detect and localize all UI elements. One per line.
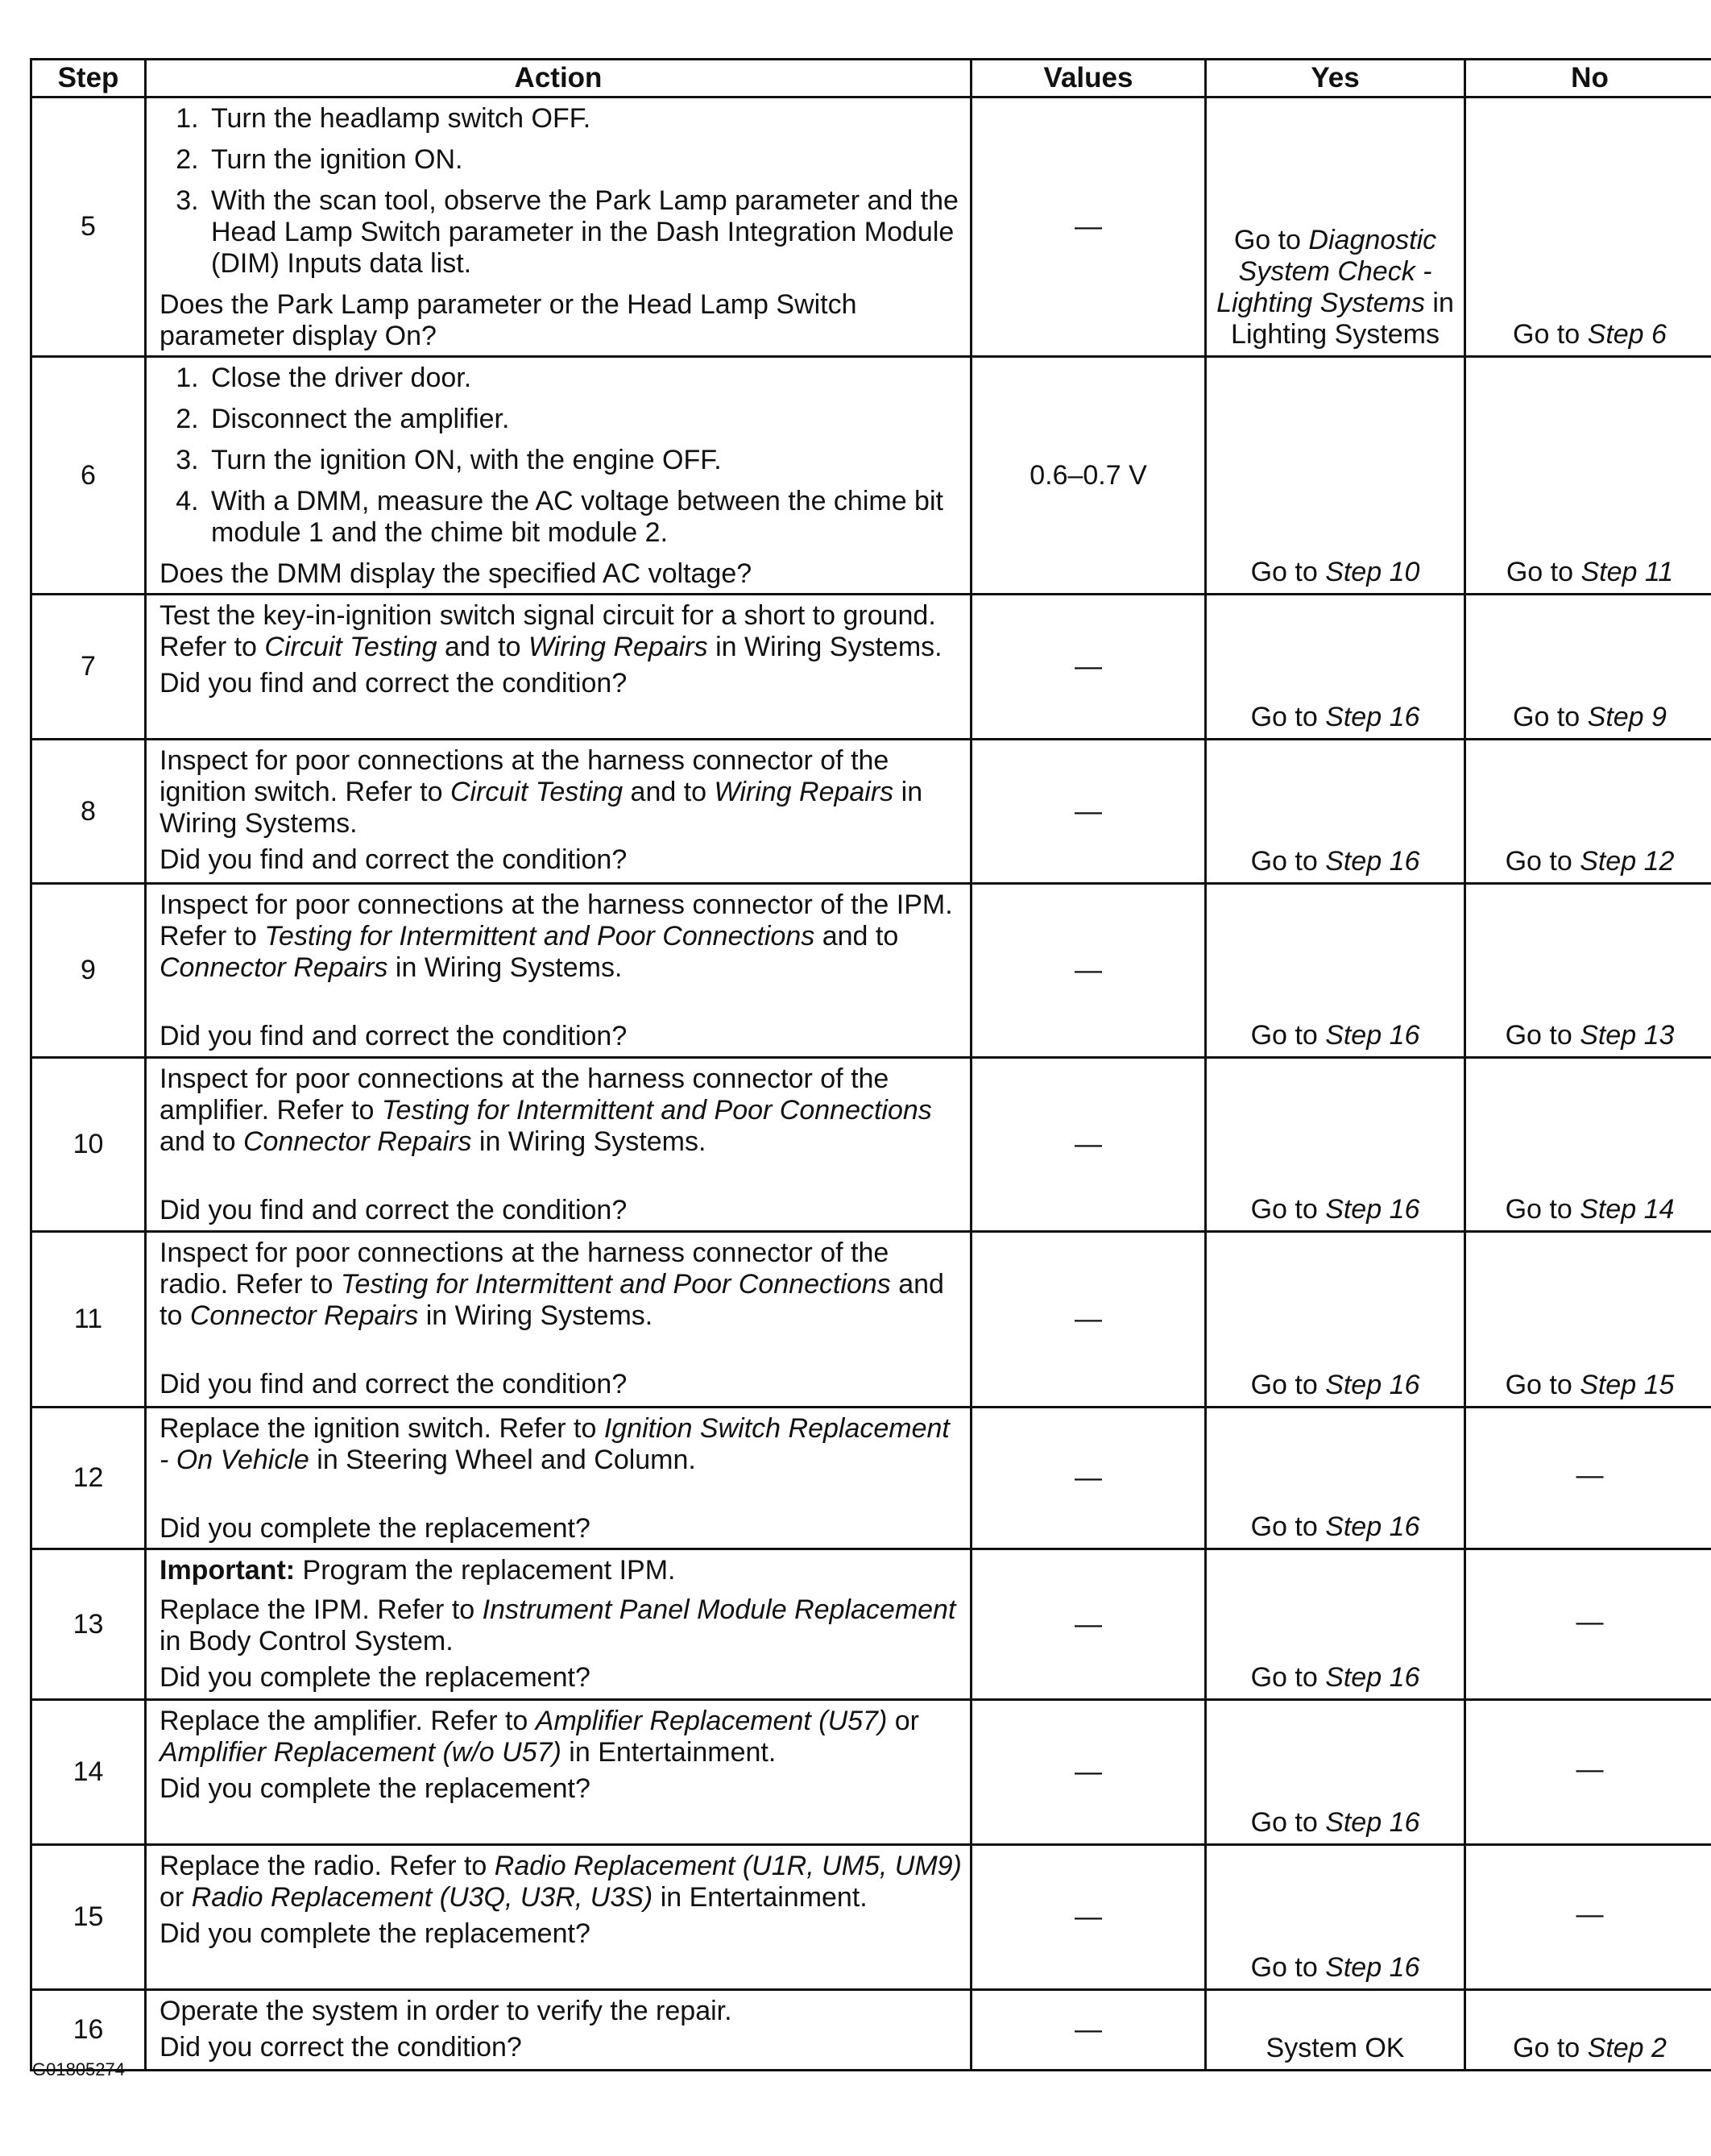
table-row <box>31 884 1711 1058</box>
values-cell: 0.6–0.7 V <box>972 357 1206 595</box>
action-cell <box>146 1700 972 1845</box>
table-row <box>31 1700 1711 1845</box>
no-lead: Go to <box>1505 1370 1580 1400</box>
no-ref-link[interactable]: Step 6 <box>1587 319 1667 350</box>
no-ref-link[interactable]: Step 2 <box>1587 2033 1667 2063</box>
table-row <box>31 357 1711 595</box>
yes-cell <box>1206 1845 1465 1990</box>
yes-cell <box>1206 1408 1465 1549</box>
table-row <box>31 740 1711 884</box>
step-number: 7 <box>31 595 146 740</box>
no-cell <box>1465 884 1711 1058</box>
no-cell: — <box>1465 1700 1711 1845</box>
yes-cell <box>1206 1058 1465 1232</box>
no-cell <box>1465 1990 1711 2071</box>
ref-link[interactable]: Wiring Repairs <box>528 632 708 662</box>
important-note: Important: Program the replacement IPM. <box>160 1555 676 1586</box>
action-text: Operate the system in order to verify the repair. <box>160 1996 732 2026</box>
yes-ref-link[interactable]: Step 16 <box>1325 1662 1420 1693</box>
no-lead: Go to <box>1513 702 1588 732</box>
no-ref-link[interactable]: Step 11 <box>1580 557 1674 587</box>
yes-lead: Go to <box>1250 1807 1326 1838</box>
table-header-row <box>31 60 1711 97</box>
yes-ref-link[interactable]: Step 16 <box>1325 1370 1420 1400</box>
action-question: Did you find and correct the condition? <box>160 1195 628 1225</box>
table-row <box>31 1549 1711 1700</box>
ref-link[interactable]: Radio Replacement (U1R, UM5, UM9) <box>494 1851 962 1881</box>
values-cell: — <box>972 1408 1206 1549</box>
no-cell <box>1465 595 1711 740</box>
no-cell <box>1465 740 1711 884</box>
values-cell: — <box>972 1845 1206 1990</box>
action-cell <box>146 97 972 357</box>
action-question: Does the Park Lamp parameter or the Head Lamp Switch parameter display On? <box>160 289 857 351</box>
ref-link[interactable]: Testing for Intermittent and Poor Connections <box>381 1095 932 1126</box>
step-number: 9 <box>31 884 146 1058</box>
table-row <box>31 1990 1711 2071</box>
values-cell: — <box>972 1700 1206 1845</box>
header-yes: Yes <box>1206 60 1465 97</box>
yes-lead: Go to <box>1250 1952 1326 1983</box>
table-row <box>31 1408 1711 1549</box>
no-cell: — <box>1465 1408 1711 1549</box>
action-question: Did you complete the replacement? <box>160 1662 590 1693</box>
diagnostic-table <box>30 58 1711 2071</box>
important-label: Important: <box>160 1555 296 1586</box>
step-number: 6 <box>31 357 146 595</box>
action-question: Did you find and correct the condition? <box>160 844 628 875</box>
yes-lead: Go to <box>1250 1511 1326 1542</box>
no-lead: Go to <box>1506 557 1581 587</box>
ref-link[interactable]: Radio Replacement (U3Q, U3R, U3S) <box>191 1882 653 1913</box>
yes-ref-link[interactable]: Diagnostic System Check - Lighting Systems <box>1216 225 1437 318</box>
step-number: 8 <box>31 740 146 884</box>
values-cell: — <box>972 97 1206 357</box>
table-row <box>31 595 1711 740</box>
step-number: 12 <box>31 1408 146 1549</box>
yes-cell <box>1206 1549 1465 1700</box>
action-question: Does the DMM display the specified AC voltage? <box>160 558 752 589</box>
action-question: Did you find and correct the condition? <box>160 1021 628 1051</box>
action-text: Inspect for poor connections at the harness connector of the radio. Refer to Testing for Intermittent and Poor Connections and to Connector Repairs in Wiring Systems. <box>160 1238 944 1331</box>
yes-cell <box>1206 740 1465 884</box>
ref-link[interactable]: Connector Repairs <box>160 952 388 983</box>
table-row <box>31 97 1711 357</box>
yes-lead: Go to <box>1233 225 1309 255</box>
ref-link[interactable]: Testing for Intermittent and Poor Connections <box>264 921 815 952</box>
yes-lead: Go to <box>1250 1370 1326 1400</box>
values-cell: — <box>972 1990 1206 2071</box>
action-question: Did you complete the replacement? <box>160 1773 590 1804</box>
action-question: Did you complete the replacement? <box>160 1918 590 1949</box>
ref-link[interactable]: Ignition Switch Replacement - On Vehicle <box>160 1413 950 1475</box>
yes-cell <box>1206 97 1465 357</box>
no-ref-link[interactable]: Step 13 <box>1580 1020 1675 1051</box>
step-number: 11 <box>31 1232 146 1408</box>
action-text: Test the key-in-ignition switch signal circuit for a short to ground. Refer to Circuit Testing and to Wiring Repairs in Wiring Systems. <box>160 600 942 662</box>
action-cell <box>146 1549 972 1700</box>
action-cell <box>146 1990 972 2071</box>
yes-lead: Go to <box>1250 846 1326 877</box>
table-row <box>31 1845 1711 1990</box>
table-row <box>31 1232 1711 1408</box>
action-text: Replace the IPM. Refer to Instrument Panel Module Replacement in Body Control System. <box>160 1594 956 1656</box>
yes-lead: Go to <box>1250 1194 1326 1225</box>
action-text: Inspect for poor connections at the harness connector of the IPM. Refer to Testing for Intermittent and Poor Connections and to Connector Repairs in Wiring Systems. <box>160 889 953 983</box>
action-steps <box>160 103 962 280</box>
action-step-item: 1. Turn the headlamp switch OFF. <box>206 103 962 135</box>
yes-ref-link[interactable]: Step 16 <box>1325 1807 1420 1838</box>
yes-cell <box>1206 1700 1465 1845</box>
step-number: 15 <box>31 1845 146 1990</box>
ref-link[interactable]: Circuit Testing <box>264 632 437 662</box>
action-cell <box>146 595 972 740</box>
yes-ref-link[interactable]: Step 16 <box>1325 1952 1420 1983</box>
step-number: 16 <box>31 1990 146 2071</box>
action-text: Inspect for poor connections at the harness connector of the ignition switch. Refer to Circuit Testing and to Wiring Repairs in Wiring Systems. <box>160 745 923 839</box>
no-cell <box>1465 1058 1711 1232</box>
yes-lead: Go to <box>1250 557 1326 587</box>
no-lead: Go to <box>1505 1194 1580 1225</box>
yes-ref-link[interactable]: Step 10 <box>1325 557 1420 587</box>
ref-link[interactable]: Wiring Repairs <box>714 777 894 807</box>
no-cell: — <box>1465 1845 1711 1990</box>
action-cell <box>146 357 972 595</box>
yes-cell <box>1206 884 1465 1058</box>
no-ref-link[interactable]: Step 15 <box>1580 1370 1675 1400</box>
action-step-item: 2. Disconnect the amplifier. <box>206 404 962 435</box>
action-step-item: 4. With a DMM, measure the AC voltage between the chime bit module 1 and the chime bit module 2. <box>206 486 962 549</box>
yes-cell: System OK <box>1206 1990 1465 2071</box>
yes-lead: Go to <box>1250 702 1326 732</box>
no-cell <box>1465 1232 1711 1408</box>
step-number: 14 <box>31 1700 146 1845</box>
values-cell: — <box>972 740 1206 884</box>
figure-id: G01805274 <box>32 2059 125 2079</box>
no-ref-link[interactable]: Step 14 <box>1580 1194 1675 1225</box>
no-lead: Go to <box>1505 1020 1580 1051</box>
ref-link[interactable]: Connector Repairs <box>189 1300 419 1331</box>
no-lead: Go to <box>1513 319 1588 350</box>
values-cell: — <box>972 1232 1206 1408</box>
action-cell <box>146 1408 972 1549</box>
yes-ref-link[interactable]: Step 16 <box>1325 702 1420 732</box>
action-question: Did you correct the condition? <box>160 2032 522 2063</box>
values-cell: — <box>972 1549 1206 1700</box>
action-cell <box>146 740 972 884</box>
action-text: Replace the amplifier. Refer to Amplifier Replacement (U57) or Amplifier Replacement (w/o U57) in Entertainment. <box>160 1706 919 1768</box>
ref-link[interactable]: Instrument Panel Module Replacement <box>482 1594 956 1625</box>
yes-cell <box>1206 357 1465 595</box>
action-step-item: 1. Close the driver door. <box>206 363 962 394</box>
yes-tail: in Lighting Systems <box>1231 288 1454 350</box>
yes-ref-link[interactable]: Step 16 <box>1325 1020 1420 1051</box>
yes-cell <box>1206 1232 1465 1408</box>
yes-lead: Go to <box>1250 1662 1326 1693</box>
header-no: No <box>1465 60 1711 97</box>
ref-link[interactable]: Amplifier Replacement (w/o U57) <box>160 1737 561 1768</box>
no-cell <box>1465 357 1711 595</box>
ref-link[interactable]: Amplifier Replacement (U57) <box>535 1706 888 1736</box>
action-cell <box>146 884 972 1058</box>
yes-cell <box>1206 595 1465 740</box>
values-cell: — <box>972 884 1206 1058</box>
no-lead: Go to <box>1505 846 1580 877</box>
yes-ref-link[interactable]: Step 16 <box>1325 1511 1420 1542</box>
step-number: 5 <box>31 97 146 357</box>
ref-link[interactable]: Connector Repairs <box>242 1126 472 1157</box>
ref-link[interactable]: Testing for Intermittent and Poor Connections <box>340 1269 891 1300</box>
ref-link[interactable]: Circuit Testing <box>450 777 624 807</box>
no-cell: — <box>1465 1549 1711 1700</box>
table-row <box>31 1058 1711 1232</box>
action-question: Did you find and correct the condition? <box>160 1369 628 1399</box>
action-steps <box>160 363 962 549</box>
yes-ref-link[interactable]: Step 16 <box>1325 1194 1420 1225</box>
yes-lead: Go to <box>1250 1020 1326 1051</box>
action-cell <box>146 1232 972 1408</box>
action-step-item: 3. Turn the ignition ON, with the engine OFF. <box>206 445 962 476</box>
step-number: 13 <box>31 1549 146 1700</box>
no-ref-link[interactable]: Step 9 <box>1587 702 1667 732</box>
action-step-item: 3. With the scan tool, observe the Park Lamp parameter and the Head Lamp Switch parameter in the Dash Integration Module (DIM) Inputs data list. <box>206 185 962 280</box>
values-cell: — <box>972 1058 1206 1232</box>
action-step-item: 2. Turn the ignition ON. <box>206 144 962 176</box>
values-cell: — <box>972 595 1206 740</box>
step-number: 10 <box>31 1058 146 1232</box>
action-question: Did you complete the replacement? <box>160 1513 590 1544</box>
action-cell <box>146 1058 972 1232</box>
no-ref-link[interactable]: Step 12 <box>1580 846 1675 877</box>
action-text: Inspect for poor connections at the harness connector of the amplifier. Refer to Testing for Intermittent and Poor Connections and to Connector Repairs in Wiring Systems. <box>160 1063 932 1157</box>
header-step: Step <box>31 60 146 97</box>
no-cell <box>1465 97 1711 357</box>
action-question: Did you find and correct the condition? <box>160 668 628 699</box>
yes-ref-link[interactable]: Step 16 <box>1325 846 1420 877</box>
action-cell <box>146 1845 972 1990</box>
action-text: Replace the radio. Refer to Radio Replacement (U1R, UM5, UM9) or Radio Replacement (U3Q, U3R, U3S) in Entertainment. <box>160 1851 962 1913</box>
no-lead: Go to <box>1513 2033 1588 2063</box>
header-action: Action <box>146 60 972 97</box>
action-text: Replace the ignition switch. Refer to Ignition Switch Replacement - On Vehicle in Steering Wheel and Column. <box>160 1413 950 1475</box>
header-values: Values <box>972 60 1206 97</box>
